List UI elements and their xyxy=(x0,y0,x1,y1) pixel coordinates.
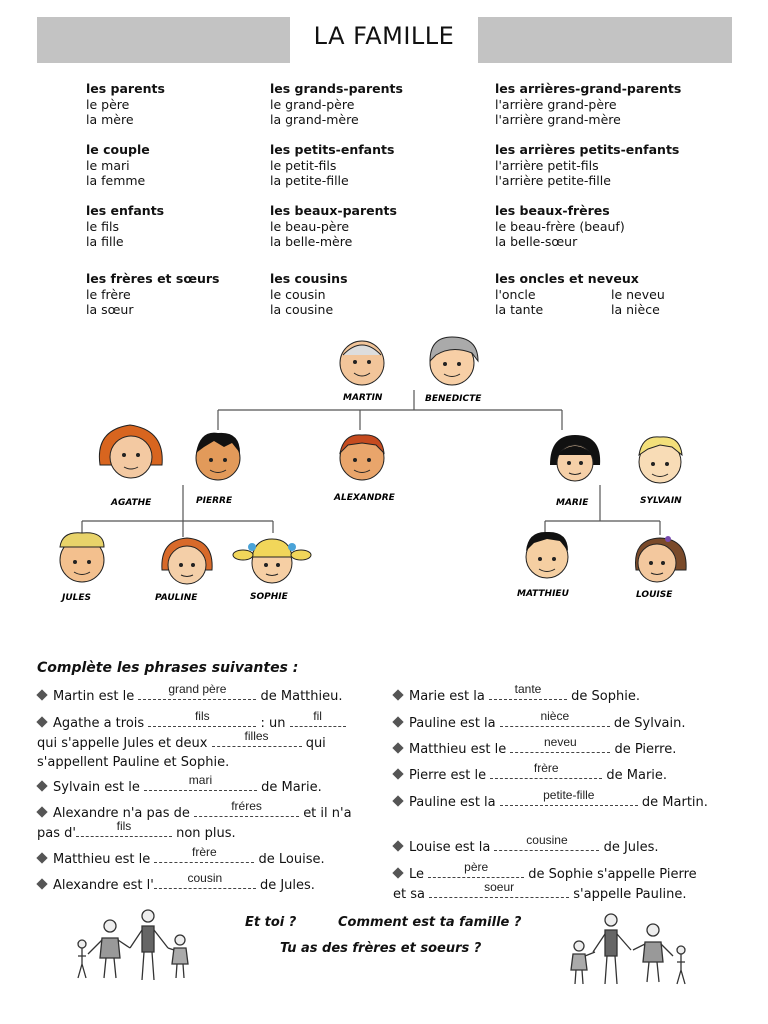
answer-blank[interactable]: fils xyxy=(76,823,172,837)
answer-blank[interactable]: père xyxy=(428,864,524,878)
name-pierre: PIERRE xyxy=(196,496,233,506)
face-pierre-icon xyxy=(196,433,240,480)
sentence-2: Agathe a trois fils : un fil qui s'appelle Jules et deux filles qui s'appellent Pauline et Sophie. xyxy=(37,713,372,772)
footer-question-3: Tu as des frères et soeurs ? xyxy=(280,941,482,956)
diamond-bullet-icon xyxy=(36,780,47,791)
name-agathe: AGATHE xyxy=(111,498,152,508)
diamond-bullet-icon xyxy=(392,795,403,806)
diamond-bullet-icon xyxy=(392,742,403,753)
face-benedicte-icon xyxy=(430,337,478,385)
family-illustration-left-icon xyxy=(68,908,200,988)
diamond-bullet-icon xyxy=(36,878,47,889)
face-louise-icon xyxy=(636,536,687,582)
sentence-9: Matthieu est le neveu de Pierre. xyxy=(393,739,676,759)
header-bar-left xyxy=(37,17,290,63)
sentence-8: Pauline est la nièce de Sylvain. xyxy=(393,713,686,733)
face-matthieu-icon xyxy=(526,532,568,578)
diamond-bullet-icon xyxy=(392,867,403,878)
diamond-bullet-icon xyxy=(36,806,47,817)
sentence-11: Pauline est la petite-fille de Martin. xyxy=(393,792,708,812)
name-pauline: PAULINE xyxy=(155,593,198,603)
vocab-arrieres-petits-enfants: les arrières petits-enfants l'arrière petit-fils l'arrière petite-fille xyxy=(495,142,680,188)
answer-blank[interactable]: cousine xyxy=(494,837,599,851)
sentence-7: Marie est la tante de Sophie. xyxy=(393,686,640,706)
diamond-bullet-icon xyxy=(36,852,47,863)
sentence-10: Pierre est le frère de Marie. xyxy=(393,765,667,785)
name-jules: JULES xyxy=(62,593,92,603)
vocab-beaux-parents: les beaux-parents le beau-père la belle-mère xyxy=(270,203,397,249)
vocab-grands-parents: les grands-parents le grand-père la grand-mère xyxy=(270,81,403,127)
vocab-couple: le couple le mari la femme xyxy=(86,142,150,188)
answer-blank[interactable]: grand père xyxy=(138,686,256,700)
diamond-bullet-icon xyxy=(392,840,403,851)
answer-blank[interactable]: frère xyxy=(490,765,602,779)
face-alexandre-icon xyxy=(340,435,384,480)
name-benedicte: BENEDICTE xyxy=(425,394,482,404)
name-alexandre: ALEXANDRE xyxy=(334,493,395,503)
answer-blank[interactable]: tante xyxy=(489,686,567,700)
diamond-bullet-icon xyxy=(36,689,47,700)
sentence-6: Alexandre est l' cousin de Jules. xyxy=(37,875,315,895)
answer-blank[interactable]: mari xyxy=(144,777,257,791)
sentence-1: Martin est le grand père de Matthieu. xyxy=(37,686,342,706)
answer-blank[interactable]: neveu xyxy=(510,739,610,753)
answer-blank[interactable]: fréres xyxy=(194,803,299,817)
face-jules-icon xyxy=(60,533,104,582)
family-tree xyxy=(0,325,768,615)
footer-question-1: Et toi ? xyxy=(245,915,297,930)
face-martin-icon xyxy=(340,341,384,385)
vocab-cousins: les cousins le cousin la cousine xyxy=(270,271,348,317)
diamond-bullet-icon xyxy=(36,716,47,727)
footer-question-2: Comment est ta famille ? xyxy=(338,915,522,930)
face-pauline-icon xyxy=(162,538,212,584)
family-illustration-right-icon xyxy=(565,912,695,992)
header-bar-right xyxy=(478,17,732,63)
sentence-3: Sylvain est le mari de Marie. xyxy=(37,777,322,797)
name-louise: LOUISE xyxy=(636,590,673,600)
sentence-5: Matthieu est le frère de Louise. xyxy=(37,849,325,869)
vocab-freres-soeurs: les frères et sœurs le frère la sœur xyxy=(86,271,220,317)
vocab-enfants: les enfants le fils la fille xyxy=(86,203,165,249)
face-agathe-icon xyxy=(99,425,162,478)
answer-blank[interactable]: frère xyxy=(154,849,254,863)
answer-blank[interactable]: cousin xyxy=(154,875,256,889)
answer-blank[interactable]: filles xyxy=(212,733,302,747)
face-sophie-icon xyxy=(233,539,311,583)
answer-blank[interactable]: fil xyxy=(290,713,346,727)
answer-blank[interactable]: soeur xyxy=(429,884,569,898)
vocab-petits-enfants: les petits-enfants le petit-fils la petite-fille xyxy=(270,142,395,188)
name-marie: MARIE xyxy=(556,498,589,508)
sentence-13: Le père de Sophie s'appelle Pierre et sa soeur s'appelle Pauline. xyxy=(393,860,697,902)
diamond-bullet-icon xyxy=(392,768,403,779)
name-matthieu: MATTHIEU xyxy=(517,589,569,599)
name-sophie: SOPHIE xyxy=(250,592,288,602)
sentence-12: Louise est la cousine de Jules. xyxy=(393,837,659,857)
diamond-bullet-icon xyxy=(392,716,403,727)
diamond-bullet-icon xyxy=(392,689,403,700)
answer-blank[interactable]: petite-fille xyxy=(500,792,638,806)
vocab-beaux-freres: les beaux-frères le beau-frère (beauf) la belle-sœur xyxy=(495,203,625,249)
sentence-4: Alexandre n'a pas de fréres et il n'a pas d' fils non plus. xyxy=(37,799,352,841)
answer-blank[interactable]: nièce xyxy=(500,713,610,727)
exercise-title: Complète les phrases suivantes : xyxy=(37,660,299,676)
face-marie-icon xyxy=(550,435,600,481)
vocab-oncles-neveux: les oncles et neveux l'oncle la tante le neveu la nièce xyxy=(495,271,665,317)
answer-blank[interactable]: fils xyxy=(148,713,256,727)
name-martin: MARTIN xyxy=(343,393,383,403)
page-title: LA FAMILLE xyxy=(313,22,455,50)
vocab-parents: les parents le père la mère xyxy=(86,81,165,127)
name-sylvain: SYLVAIN xyxy=(640,496,682,506)
face-sylvain-icon xyxy=(639,437,682,483)
vocab-arrieres-grand-parents: les arrières-grand-parents l'arrière grand-père l'arrière grand-mère xyxy=(495,81,682,127)
